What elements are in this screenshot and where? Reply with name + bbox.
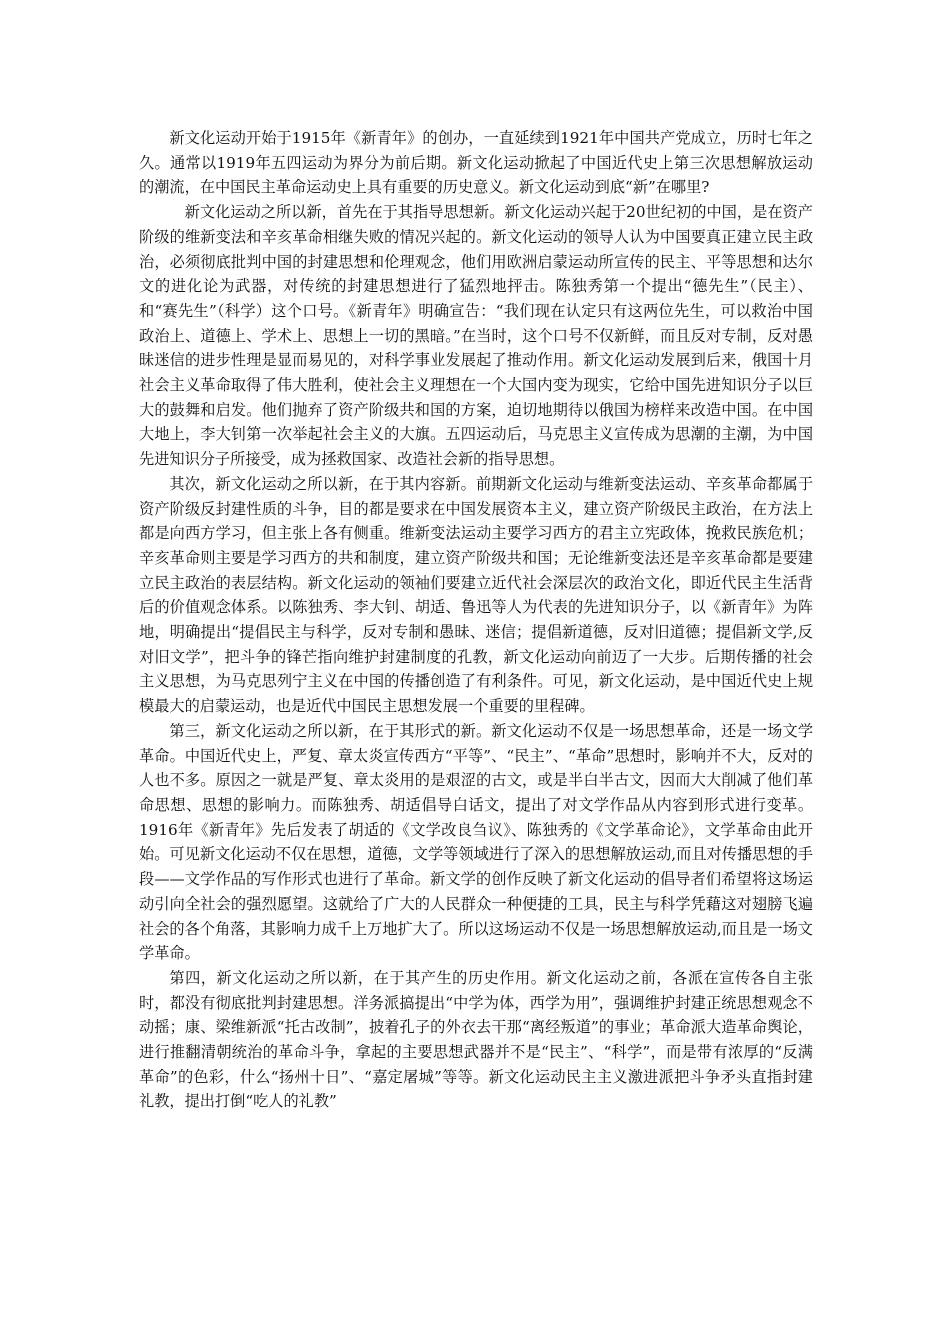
paragraph-intro: 新文化运动开始于1915年《新青年》的创办，一直延续到1921年中国共产党成立，历时七年之久。通常以1919年五四运动为界分为前后期。新文化运动掀起了中国近代史上第三次思想解放运动的潮流，在中国民主革命运动史上具有重要的历史意义。新文化运动到底“新”在哪里?	[139, 129, 813, 197]
paragraph-historical-role: 第四，新文化运动之所以新，在于其产生的历史作用。新文化运动之前，各派在宣传各自主张时，都没有彻底批判封建思想。洋务派搞提出“中学为体，西学为用”，强调维护封建正统思想观念不动摇；康、梁维新派“托古改制”，披着孔子的外衣去干那“离经叛道”的事业；革命派大造革命舆论，进行推翻清朝统治的革命斗争，拿起的主要思想武器并不是“民主”、“科学”，而是带有浓厚的“反满革命”的色彩，什么“扬州十日”、“嘉定屠城”等等。新文化运动民主主义激进派把斗争矛头直指封建礼教，提出打倒“吃人的礼教”	[139, 968, 813, 1111]
paragraph-guiding-ideology: 新文化运动之所以新，首先在于其指导思想新。新文化运动兴起于20世纪初的中国，是在资产阶级的维新变法和辛亥革命相继失败的情况兴起的。新文化运动的领导人认为中国要真正建立民主政治，必须彻底批判中国的封建思想和伦理观念，他们用欧洲启蒙运动所宣传的民主、平等思想和达尔文的进化论为武器，对传统的封建思想进行了猛烈地抨击。陈独秀第一个提出“德先生”（民主）、和“赛先生”（科学）这个口号。《新青年》明确宣告：“我们现在认定只有这两位先生，可以救治中国政治上、道德上、学术上、思想上一切的黑暗。”在当时，这个口号不仅新鲜，而且反对专制，反对愚昧迷信的进步性理是显而易见的，对科学事业发展起了推动作用。新文化运动发展到后来，俄国十月社会主义革命取得了伟大胜利，使社会主义理想在一个大国内变为现实，它给中国先进知识分子以巨大的鼓舞和启发。他们抛弃了资产阶级共和国的方案，迫切地期待以俄国为榜样来改造中国。在中国大地上，李大钊第一次举起社会主义的大旗。五四运动后，马克思主义宣传成为思潮的主潮，为中国先进知识分子所接受，成为拯救国家、改造社会新的指导思想。	[139, 203, 813, 469]
paragraph-content: 其次，新文化运动之所以新，在于其内容新。前期新文化运动与维新变法运动、辛亥革命都属于资产阶级反封建性质的斗争，目的都是要求在中国发展资本主义，建立资产阶级民主政治，在方法上都是向西方学习，但主张上各有侧重。维新变法运动主要学习西方的君主立宪政体，挽救民族危机；辛亥革命则主要是学习西方的共和制度，建立资产阶级共和国；无论维新变法还是辛亥革命都是要建立民主政治的表层结构。新文化运动的领袖们要建立近代社会深层次的政治文化，即近代民主生活背后的价值观念体系。以陈独秀、李大钊、胡适、鲁迅等人为代表的先进知识分子，以《新青年》为阵地，明确提出“提倡民主与科学，反对专制和愚昧、迷信；提倡新道德，反对旧道德；提倡新文学,反对旧文学”，把斗争的锋芒指向维护封建制度的孔教，新文化运动向前迈了一大步。后期传播的社会主义思想，为马克思列宁主义在中国的传播创造了有利条件。可见，新文化运动，是中国近代史上规模最大的启蒙运动，也是近代中国民主思想发展一个重要的里程碑。	[139, 474, 813, 716]
document-body	[139, 126, 813, 1114]
paragraph-form: 第三，新文化运动之所以新，在于其形式的新。新文化运动不仅是一场思想革命，还是一场文学革命。中国近代史上，严复、章太炎宣传西方“平等”、“民主”、“革命”思想时，影响并不大，反对的人也不多。原因之一就是严复、章太炎用的是艰涩的古文，或是半白半古文，因而大大削减了他们革命思想、思想的影响力。而陈独秀、胡适倡导白话文，提出了对文学作品从内容到形式进行变革。1916年《新青年》先后发表了胡适的《文学改良刍议》、陈独秀的《文学革命论》，文学革命由此开始。可见新文化运动不仅在思想，道德，文学等领域进行了深入的思想解放运动,而且对传播思想的手段——文学作品的写作形式也进行了革命。新文学的创作反映了新文化运动的倡导者们希望将这场运动引向全社会的强烈愿望。这就给了广大的人民群众一种便捷的工具，民主与科学凭藉这对翅膀飞遍社会的各个角落，其影响力成千上万地扩大了。所以这场运动不仅是一场思想解放运动,而且是一场文学革命。	[139, 721, 813, 963]
